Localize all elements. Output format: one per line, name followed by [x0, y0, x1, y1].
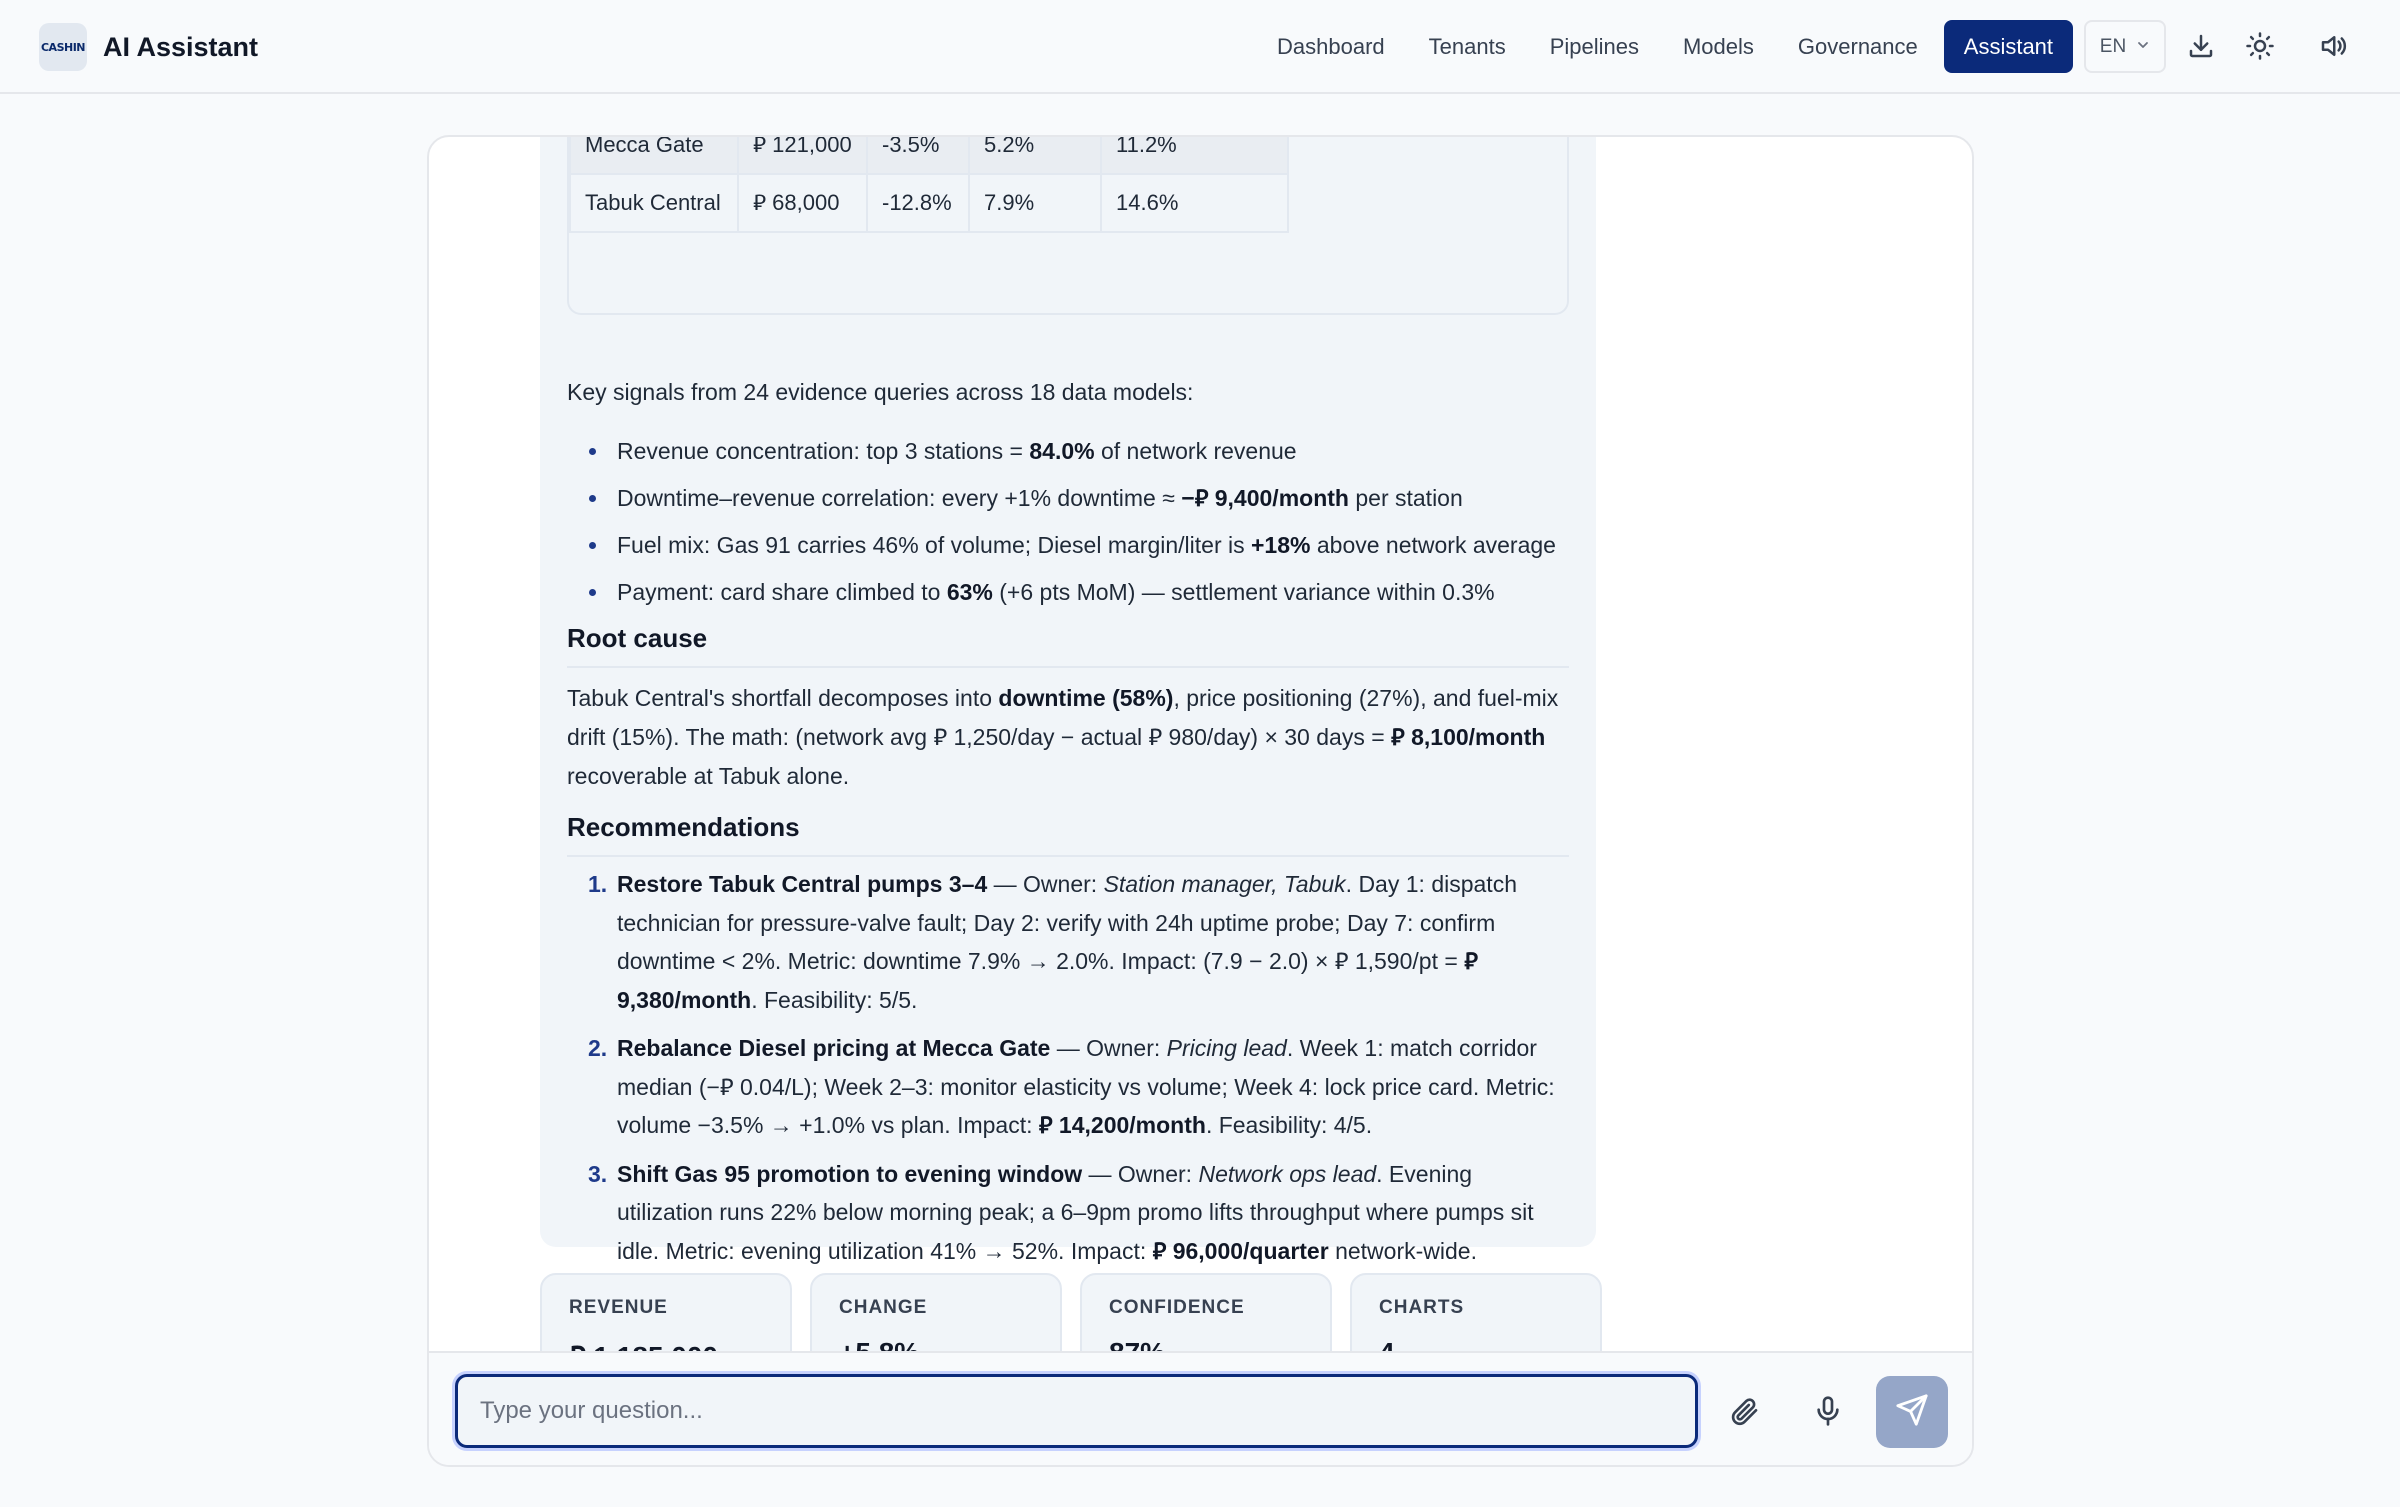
sun-icon[interactable]: [2242, 28, 2278, 64]
table-cell: 5.2%: [970, 135, 1102, 175]
station-table: [567, 135, 1569, 315]
list-item: Downtime–revenue correlation: every +1% downtime ≈ −⃁ 9,400/month per station: [567, 479, 1577, 526]
table-cell: 11.2%: [1102, 135, 1289, 175]
table-cell: -12.8%: [868, 175, 970, 233]
language-value: EN: [2099, 35, 2127, 57]
kpi-label: REVENUE: [569, 1297, 668, 1318]
microphone-icon[interactable]: [1808, 1391, 1848, 1431]
top-bar: [0, 0, 2400, 94]
brand: [39, 23, 258, 71]
kpi-label: CHARTS: [1379, 1297, 1465, 1318]
kpi-label: CHANGE: [839, 1297, 928, 1318]
kpi-label: CONFIDENCE: [1109, 1297, 1245, 1318]
recommendations-heading: Recommendations: [567, 812, 1569, 857]
table-cell: 14.6%: [1102, 175, 1289, 233]
nav-models[interactable]: Models: [1682, 33, 1754, 59]
list-item: Payment: card share climbed to 63% (+6 pts MoM) — settlement variance within 0.3%: [567, 573, 1577, 620]
list-item: 1. Restore Tabuk Central pumps 3–4 — Owner: Station manager, Tabuk. Day 1: dispatch technician for pressure-valve fault; Day 2: verify with 24h uptime probe; Day 7: confirm downtime < 2%. Metric: downtime 7.9% → 2.0%. Impact: (7.9 − 2.0) × ⃁ 1,590/pt = ⃁ 9,380/month. Feasibility: 5/5.: [588, 871, 1517, 1013]
nav-tenants[interactable]: Tenants: [1428, 33, 1506, 59]
paperclip-icon[interactable]: [1724, 1391, 1764, 1431]
app-logo[interactable]: CASHIN: [39, 23, 87, 71]
speaker-icon[interactable]: [2315, 28, 2351, 64]
app-title: AI Assistant: [103, 31, 259, 62]
table-cell: -3.5%: [868, 135, 970, 175]
table-cell: Tabuk Central: [569, 175, 739, 233]
send-button[interactable]: [1876, 1376, 1948, 1448]
signals-intro: Key signals from 24 evidence queries across 18 data models:: [567, 379, 1194, 405]
recommendations-list: [567, 865, 1569, 1319]
table-cell: ⃁ 121,000: [739, 135, 868, 175]
table-row: [569, 135, 1289, 175]
nav-pipelines[interactable]: Pipelines: [1549, 33, 1639, 59]
composer: [429, 1351, 1974, 1467]
table-row: [569, 175, 1289, 233]
assistant-message: [540, 135, 1596, 1264]
list-item: 3. Shift Gas 95 promotion to evening window — Owner: Network ops lead. Evening utilization runs 22% below morning peak; a 6–9pm promo lifts throughput where pumps sit idle. Metric: evening utilization 41% → 52%. Impact: ⃁ 96,000/quarter network-wide.: [588, 1160, 1534, 1264]
nav-assistant[interactable]: Assistant: [1944, 20, 2073, 73]
chevron-down-icon: [2136, 36, 2150, 58]
question-input[interactable]: [455, 1374, 1698, 1448]
nav-governance[interactable]: Governance: [1797, 33, 1918, 59]
table-cell: Mecca Gate: [569, 135, 739, 175]
language-select[interactable]: [2084, 20, 2166, 73]
chat-panel: [427, 135, 1974, 1467]
list-item: Fuel mix: Gas 91 carries 46% of volume; Diesel margin/liter is +18% above network average: [567, 526, 1577, 573]
nav-dashboard[interactable]: Dashboard: [1277, 33, 1385, 59]
list-item: Revenue concentration: top 3 stations = 84.0% of network revenue: [567, 432, 1577, 479]
root-cause-heading: Root cause: [567, 623, 1569, 668]
send-icon: [1895, 1393, 1929, 1432]
table-cell: 7.9%: [970, 175, 1102, 233]
main-nav: [1255, 20, 2073, 73]
signals-list: [567, 432, 1577, 620]
list-item: 2. Rebalance Diesel pricing at Mecca Gate — Owner: Pricing lead. Week 1: match corridor median (−⃁ 0.04/L); Week 2–3: monitor elasticity vs volume; Week 4: lock price card. Metric: volume −3.5% → +1.0% vs plan. Impact: ⃁ 14,200/month. Feasibility: 4/5.: [588, 1035, 1555, 1138]
download-icon[interactable]: [2183, 28, 2219, 64]
root-cause-text: Tabuk Central's shortfall decomposes into downtime (58%), price positioning (27%), and fuel-mix drift (15%). The math: (network avg ⃁ 1,250/day − actual ⃁ 980/day) × 30 days = ⃁ 8,100/month recoverable at Tabuk alone.: [567, 685, 1559, 789]
table-cell: ⃁ 68,000: [739, 175, 868, 233]
